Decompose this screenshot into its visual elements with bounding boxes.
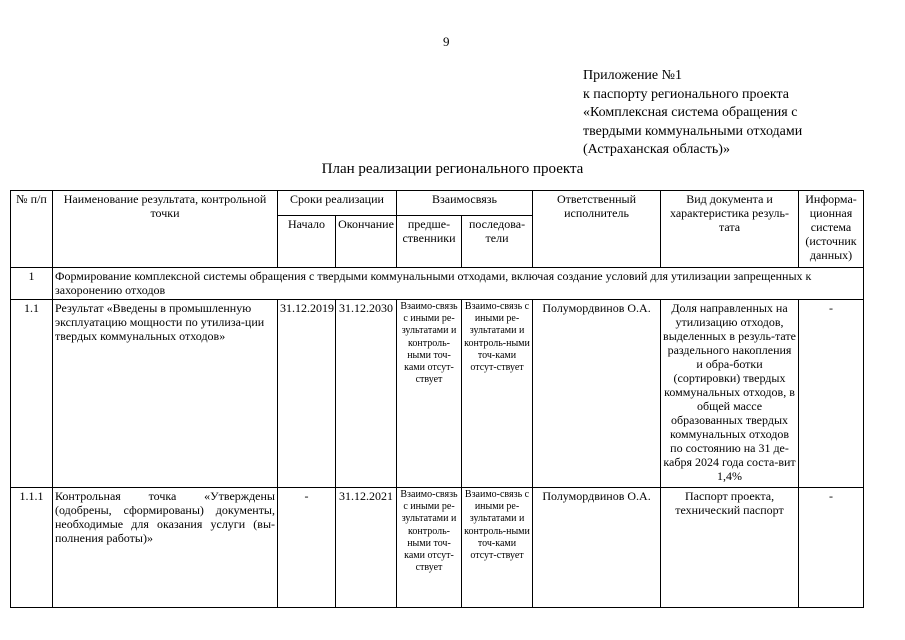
header-name: Наименование результата, контрольной точки xyxy=(53,191,278,268)
header-info-system: Информа-ционная система (источник данных) xyxy=(799,191,864,268)
row-document: Паспорт проекта, технический паспорт xyxy=(661,488,799,608)
appendix-line: к паспорту регионального проекта xyxy=(583,86,789,102)
row-responsible: Полумордвинов О.А. xyxy=(533,488,661,608)
row-num: 1.1 xyxy=(11,300,53,488)
section-text: Формирование комплексной системы обращения с твердыми коммунальными отходами, включая создание условий для утилизации запрещенных к захоронению отходов xyxy=(53,268,864,300)
header-num: № п/п xyxy=(11,191,53,268)
table-row xyxy=(11,300,864,488)
row-name: Контрольная точка «Утверждены (одобрены, сформированы) документы, необходимые для оказания услуги (вы-полнения работы)» xyxy=(53,488,278,608)
table-header-row xyxy=(11,191,864,216)
appendix-line: (Астраханская область)» xyxy=(583,142,730,157)
row-info-system: - xyxy=(799,488,864,608)
row-document: Доля направленных на утилизацию отходов, выделенных в резуль-тате раздельного накопления и обра-ботки (сортировки) твердых коммунальных отходов, в общей массе образованных твердых коммунальных отходов по состоянию на 31 де-кабря 2024 года соста-вит 1,4% xyxy=(661,300,799,488)
row-info-system: - xyxy=(799,300,864,488)
row-end: 31.12.2030 xyxy=(336,300,397,488)
section-row xyxy=(11,268,864,300)
header-start: Начало xyxy=(278,216,336,268)
page-number: 9 xyxy=(443,34,450,49)
row-responsible: Полумордвинов О.А. xyxy=(533,300,661,488)
appendix-line: твердыми коммунальными отходами xyxy=(583,123,803,139)
row-successors: Взаимо-связь с иными ре-зультатами и контроль-ными точ-ками отсут-ствует xyxy=(462,300,533,488)
plan-table xyxy=(10,190,864,608)
row-start: - xyxy=(278,488,336,608)
header-predecessors: предше-ственники xyxy=(397,216,462,268)
header-link: Взаимосвязь xyxy=(397,191,533,216)
row-predecessors: Взаимо-связь с иными ре-зультатами и контроль-ными точ-ками отсут-ствует xyxy=(397,300,462,488)
document-title: План реализации регионального проекта xyxy=(321,161,584,177)
appendix-block xyxy=(583,67,802,160)
table-row xyxy=(11,488,864,608)
appendix-line: «Комплексная система обращения с xyxy=(583,105,798,120)
header-document: Вид документа и характеристика резуль-тата xyxy=(661,191,799,268)
header-end: Окончание xyxy=(336,216,397,268)
row-name: Результат «Введены в промышленную эксплуатацию мощности по утилиза-ции твердых коммунальных отходов» xyxy=(53,300,278,488)
row-start: 31.12.2019 xyxy=(278,300,336,488)
row-predecessors: Взаимо-связь с иными ре-зультатами и контроль-ными точ-ками отсут-ствует xyxy=(397,488,462,608)
header-responsible: Ответственный исполнитель xyxy=(533,191,661,268)
header-terms: Сроки реализации xyxy=(278,191,397,216)
row-num: 1.1.1 xyxy=(11,488,53,608)
header-successors: последова-тели xyxy=(462,216,533,268)
section-num: 1 xyxy=(11,268,53,300)
row-successors: Взаимо-связь с иными ре-зультатами и контроль-ными точ-ками отсут-ствует xyxy=(462,488,533,608)
appendix-line: Приложение №1 xyxy=(583,68,682,83)
row-end: 31.12.2021 xyxy=(336,488,397,608)
